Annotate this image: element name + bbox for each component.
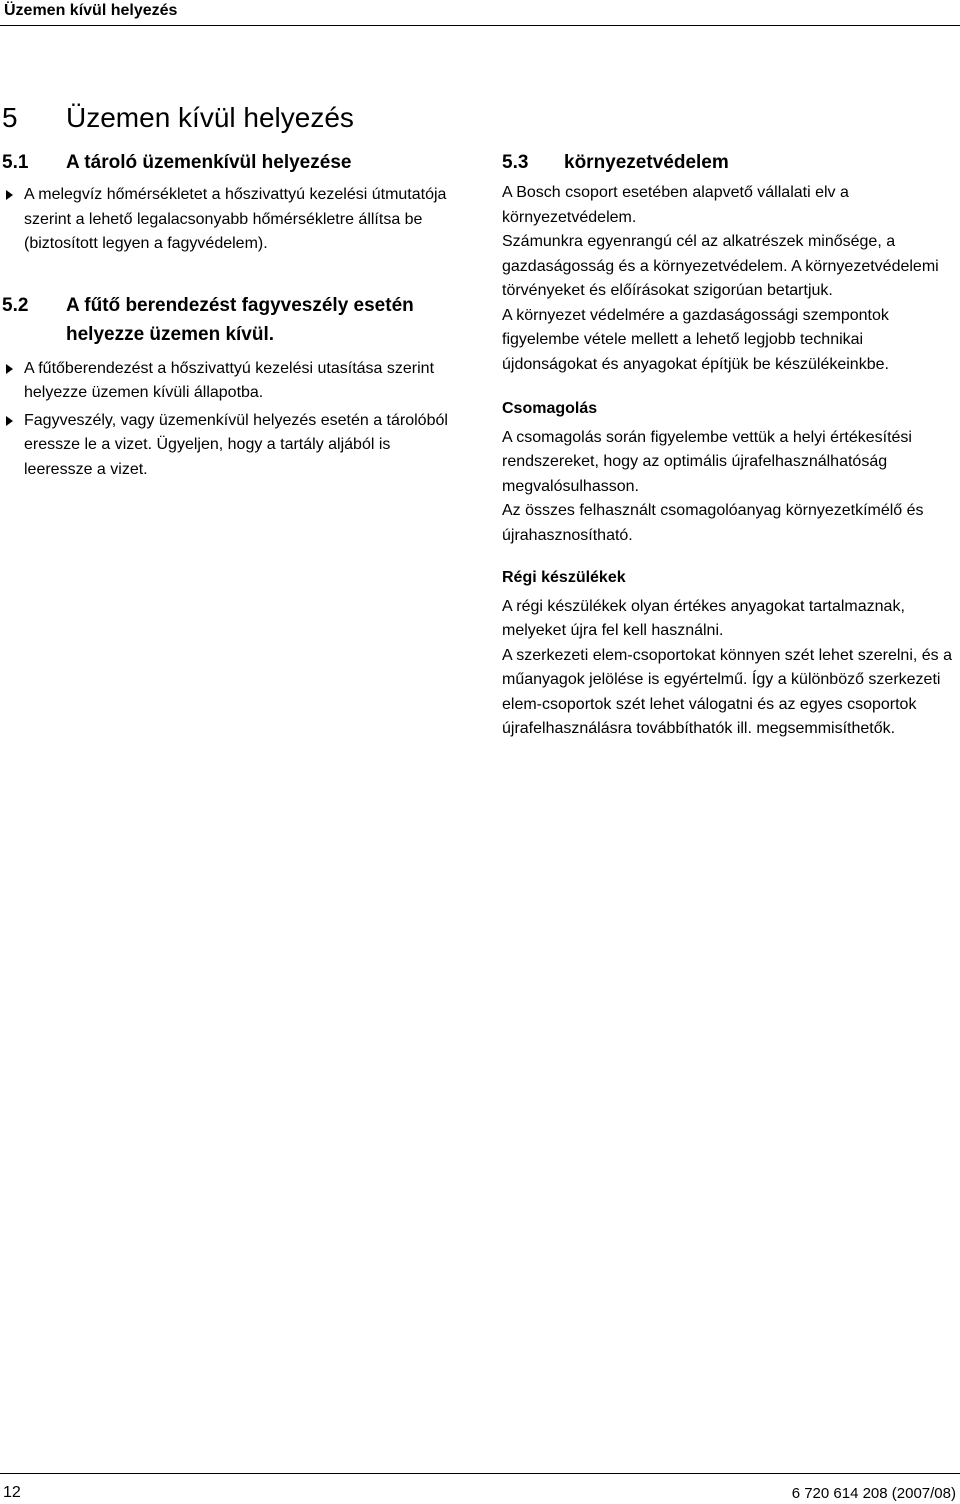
old-devices-heading: Régi készülékek — [502, 569, 626, 586]
bullet-text: A melegvíz hőmérsékletet a hőszivattyú kezelési útmutatója szerint a lehető legalacsonyabb hőmérsékletre állítsa be (biztosított legyen a fagyvédelem). — [24, 186, 447, 252]
left-column — [2, 148, 462, 482]
section-5-1-bullets — [2, 183, 462, 257]
paragraph: Az összes felhasznált csomagolóanyag környezetkímélő és újrahasznosítható. — [502, 502, 924, 544]
page-number: 12 — [3, 1484, 21, 1501]
right-column — [502, 148, 957, 742]
section-title-text: A tároló üzemenkívül helyezése — [66, 152, 352, 173]
bullet-triangle-icon — [6, 364, 13, 374]
chapter-title — [2, 100, 354, 136]
paragraph: A Bosch csoport esetében alapvető vállalati elv a környezetvédelem. — [502, 184, 849, 226]
section-number: 5.2 — [2, 294, 29, 316]
running-header: Üzemen kívül helyezés — [4, 2, 178, 19]
bullet-item — [2, 357, 462, 406]
bullet-triangle-icon — [6, 190, 13, 200]
paragraph: A csomagolás során figyelembe vettük a helyi értékesítési rendszereket, hogy az optimális újrafelhasználhatóság megvalósulhasson. — [502, 428, 912, 495]
bullet-triangle-icon — [6, 416, 13, 426]
footer-divider — [0, 1473, 960, 1474]
section-number: 5.1 — [2, 152, 29, 173]
packaging-body — [502, 426, 957, 549]
bullet-text: Fagyveszély, vagy üzemenkívül helyezés esetén a tárolóból eressze le a vizet. Ügyeljen, hogy a tartály aljából is leeressze a vizet. — [24, 411, 448, 478]
document-number: 6 720 614 208 (2007/08) — [791, 1485, 956, 1502]
section-5-1-title — [2, 148, 462, 177]
paragraph: A környezet védelmére a gazdaságossági szempontok figyelembe vétele mellett a lehető legjobb technikai újdonságokat és anyagokat építjük be készülékeinkbe. — [502, 306, 889, 373]
packaging-heading: Csomagolás — [502, 400, 598, 417]
paragraph: Számunkra egyenrangú cél az alkatrészek minősége, a gazdaságosság és a környezetvédelem. A környezetvédelemi törvényeket és előírásokat szigorúan betartjuk. — [502, 233, 939, 299]
section-title-text: környezetvédelem — [564, 152, 729, 173]
bullet-item — [2, 409, 462, 483]
paragraph: A régi készülékek olyan értékes anyagokat tartalmaznak, melyeket újra fel kell használni. — [502, 597, 905, 639]
bullet-item — [2, 183, 462, 257]
header-divider — [0, 25, 960, 26]
section-number: 5.3 — [502, 152, 529, 173]
old-devices-body — [502, 595, 957, 742]
section-5-2-title — [2, 291, 462, 349]
chapter-title-text: Üzemen kívül helyezés — [66, 101, 354, 133]
section-5-2-bullets — [2, 357, 462, 483]
bullet-text: A fűtőberendezést a hőszivattyú kezelési utasítása szerint helyezze üzemen kívüli állapotba. — [24, 359, 435, 401]
paragraph: A szerkezeti elem-csoportokat könnyen szét lehet szerelni, és a műanyagok jelölése is egyértelmű. Így a különböző szerkezeti elem-csoportok szét lehet válogatni és az egyes csoportok újrafelhasználásra továbbíthatók ill. megsemmisíthetők. — [502, 646, 952, 737]
section-5-3-title — [502, 148, 957, 177]
section-title-text: A fűtő berendezést fagyveszély esetén helyezze üzemen kívül. — [66, 294, 414, 345]
section-5-3-body — [502, 181, 957, 377]
chapter-number: 5 — [2, 101, 18, 133]
